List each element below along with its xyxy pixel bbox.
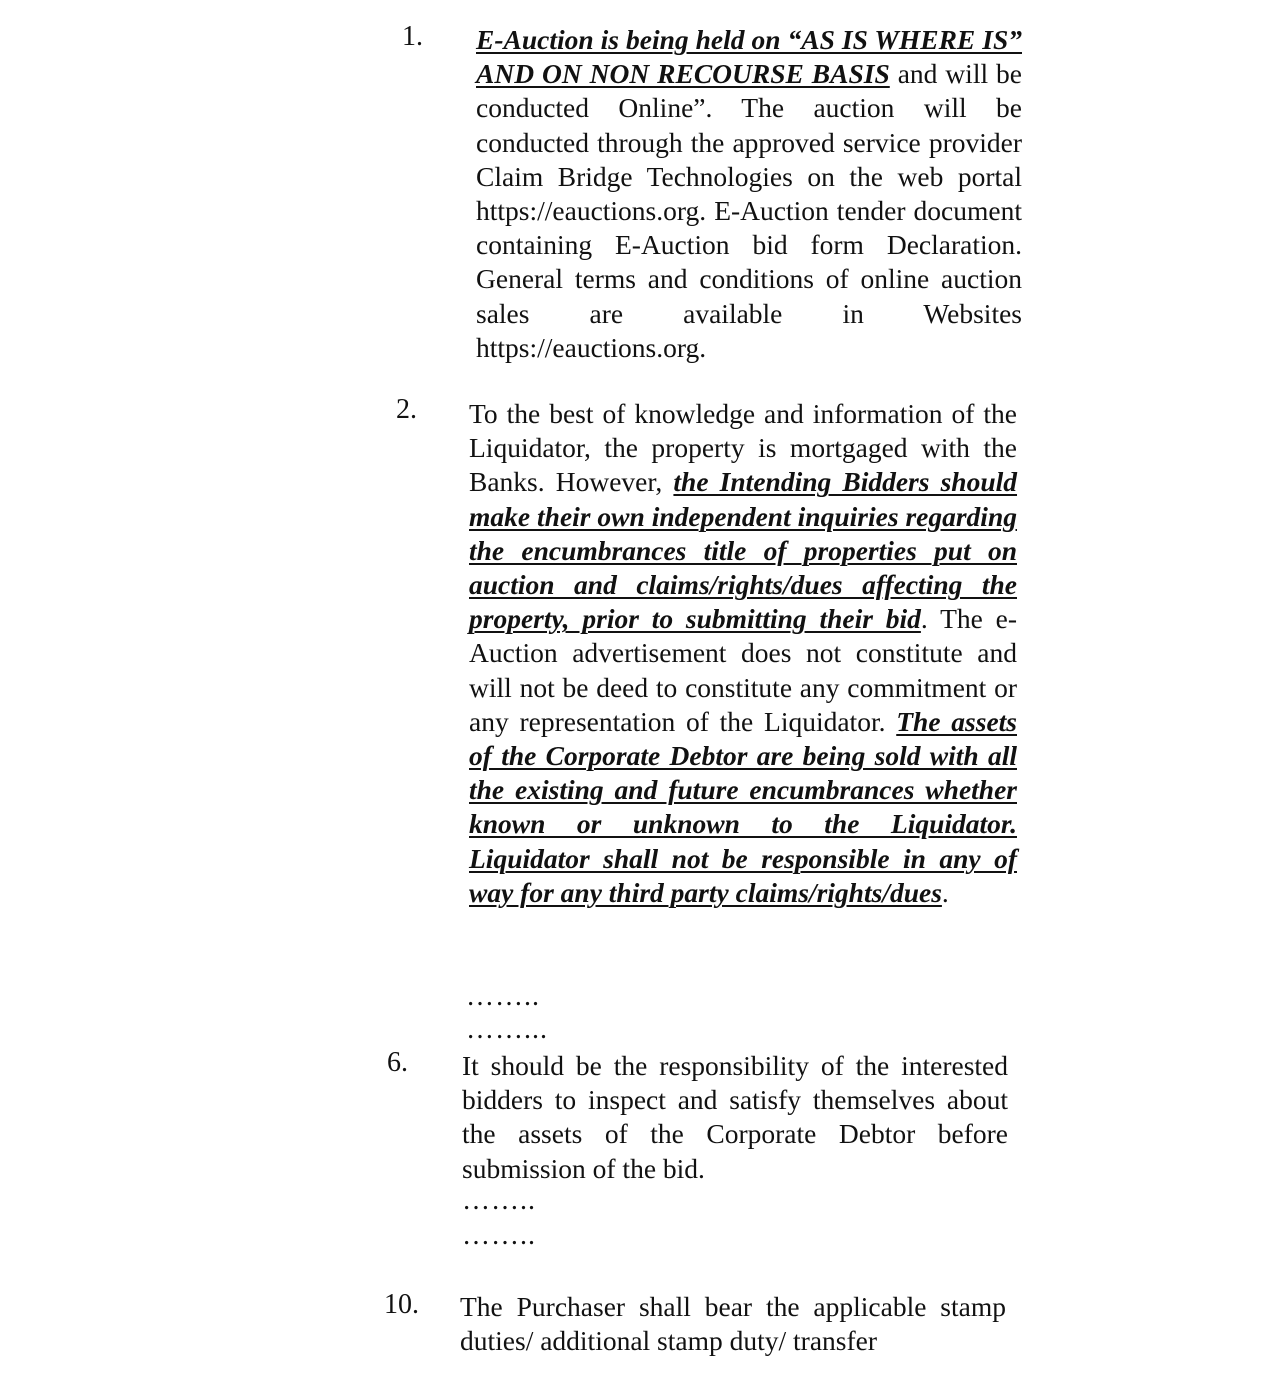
clause-plain: . [941, 876, 949, 908]
clause-number: 2. [396, 394, 417, 425]
clause-plain: It should be the responsibility of the interested bidders to inspect and satisfy themselves about the assets of the Corporate Debtor before submission of the bid. [462, 1050, 1008, 1184]
clause-text [469, 397, 1017, 910]
ellipsis: …….. [462, 1185, 536, 1216]
ellipsis: ……... [466, 1014, 548, 1045]
clause-number: 10. [384, 1289, 419, 1320]
clause-plain: and will be conducted Online”. The auction will be conducted through the approved service provider Claim Bridge Technologies on the web portal https://eauctions.org. E-Auction tender document containing E-Auction bid form Declaration. General terms and conditions of online auction sales are available in Websites https://eauctions.org. [476, 58, 1022, 363]
clause-text [476, 23, 1022, 365]
clause-number: 1. [402, 21, 423, 52]
clause-plain: . The e-Auction advertisement does not constitute and will not be deed to constitute any commitment or any representation of the Liquidator. [469, 603, 1017, 737]
clause-emphasis: E-Auction is being held on “AS IS WHERE IS” AND ON NON RECOURSE BASIS [476, 24, 1022, 90]
ellipsis: …….. [466, 981, 540, 1012]
ellipsis: …….. [462, 1220, 536, 1251]
clause-emphasis: the Intending Bidders should make their own independent inquiries regarding the encumbrances title of properties put on auction and claims/rights/dues affecting the property, prior to submitting their bid [469, 466, 1018, 635]
clause-number: 6. [387, 1047, 408, 1078]
clause-emphasis: The assets of the Corporate Debtor are being sold with all the existing and future encumbrances whether known or unknown to the Liquidator. Liquidator shall not be responsible in any of way for any third party claims/rights/dues [469, 705, 1017, 908]
clause-plain: To the best of knowledge and information of the Liquidator, the property is mortgaged with the Banks. However, [469, 398, 1017, 498]
clause-text [460, 1290, 1006, 1358]
clause-text [462, 1049, 1008, 1186]
clause-plain: The Purchaser shall bear the applicable stamp duties/ additional stamp duty/ transfer [460, 1291, 1006, 1357]
